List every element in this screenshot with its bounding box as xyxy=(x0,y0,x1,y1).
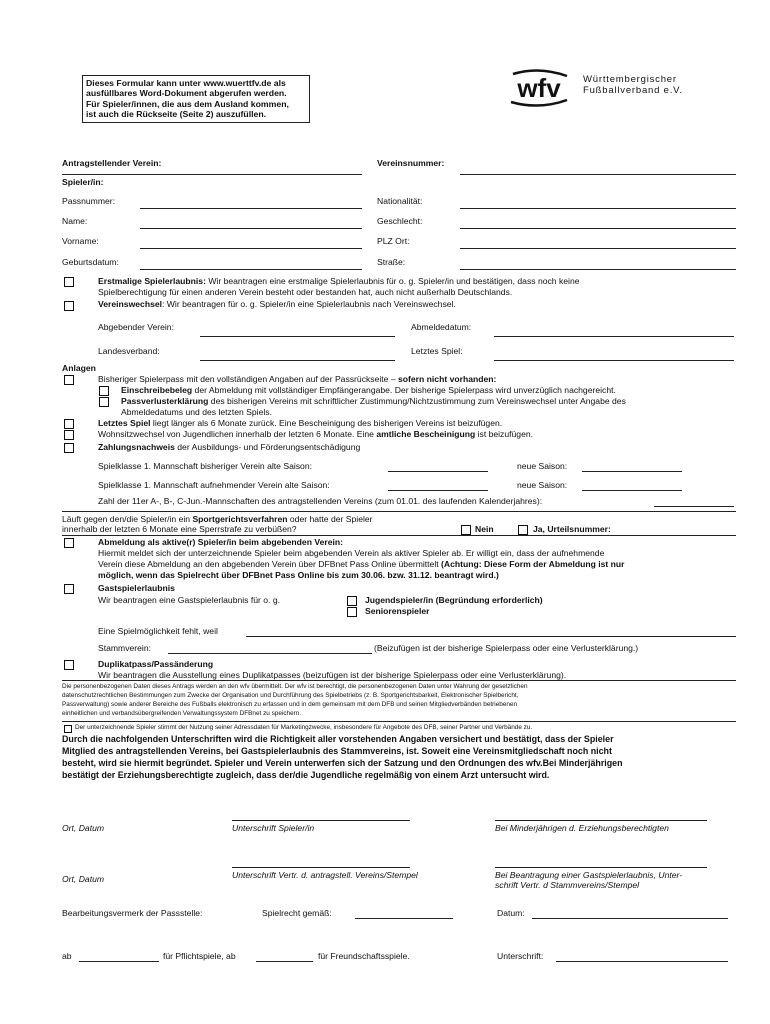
geburtsdatum-label: Geburtsdatum: xyxy=(62,257,119,267)
strasse-label: Straße: xyxy=(377,257,406,267)
sportgericht-line-2: innerhalb der letzten 6 Monate eine Sperrstrafe zu verbüßen? xyxy=(62,524,297,534)
unterschrift-passstelle-field[interactable] xyxy=(556,961,728,962)
abmeldung-text-1: Hiermit meldet sich der unterzeichnende Spieler beim abgebenden Verein als aktiver Spieler ab. Er willigt ein, dass der aufnehmende xyxy=(98,548,605,558)
notice-line-3: Für Spieler/innen, die aus dem Ausland kommen, xyxy=(86,98,289,109)
letztes-spiel-label: Letztes Spiel: xyxy=(411,346,463,356)
spielmoeglichkeit-field[interactable] xyxy=(246,636,736,637)
zahlungsnachweis-title: Zahlungsnachweis xyxy=(98,442,175,452)
ja-checkbox[interactable] xyxy=(518,525,528,535)
ja-label: Ja, Urteilsnummer: xyxy=(533,524,611,534)
datenschutz-line-2: datenschutzrechtlichen Bestimmungen zum Zwecke der Organisation und Durchführung des Spielbetriebs (z. B. Sportgerichtsbarkeit, Elektronischer Spielbericht, xyxy=(62,692,519,699)
nationalitaet-label: Nationalität: xyxy=(377,196,423,206)
section-divider-4 xyxy=(62,721,736,722)
einschreibebeleg-checkbox[interactable] xyxy=(99,386,109,396)
bisheriger-pass-line xyxy=(98,374,496,384)
abgebender-verein-field[interactable] xyxy=(200,336,395,337)
unterschrift-passstelle-label: Unterschrift: xyxy=(497,951,544,961)
gast-unterschrift-label-1: Bei Beantragung einer Gastspielerlaubnis, Unter- xyxy=(495,870,683,880)
einschreibebeleg-line xyxy=(121,385,616,395)
letztes-spiel-field[interactable] xyxy=(494,360,734,361)
erstmalige-checkbox[interactable] xyxy=(64,277,74,287)
duplikatpass-text: Wir beantragen die Ausstellung eines Duplikatpasses (beizufügen ist der bisherige Spielerpass oder eine Verlusterklärung). xyxy=(98,670,567,680)
declaration-line-4: bestätigt der Erziehungsberechtigte zugleich, dass der/die Jugendliche regelmäßig von einem Arzt untersucht wird. xyxy=(62,770,550,780)
neue-saison-2-label: neue Saison: xyxy=(517,480,568,490)
spielklasse-bisheriger-field[interactable] xyxy=(388,471,488,472)
geschlecht-field[interactable] xyxy=(460,228,736,229)
vereinswechsel-checkbox[interactable] xyxy=(64,301,74,311)
wfv-logo xyxy=(505,68,573,110)
neue-saison-1-label: neue Saison: xyxy=(517,461,568,471)
vereinswechsel-text: : Wir beantragen für o. g. Spieler/in eine Spielerlaubnis nach Vereinswechsel. xyxy=(162,299,456,309)
erstmalige-line-1 xyxy=(98,276,580,286)
vereinswechsel-title: Vereinswechsel xyxy=(98,299,163,309)
vorname-label: Vorname: xyxy=(62,236,99,246)
seniorenspieler-checkbox[interactable] xyxy=(347,607,357,617)
erstmalige-text-1: Wir beantragen eine erstmalige Spielerlaubnis für o. g. Spieler/in und bestätigen, dass noch keine xyxy=(205,276,580,286)
nationalitaet-field[interactable] xyxy=(460,208,736,209)
datenschutz-line-1: Die personenbezogenen Daten dieses Antrags werden an den wfv übermittelt. Der wfv ist berechtigt, die personenbezogenen Daten unter Wahrung der gesetzlichen xyxy=(62,683,528,690)
antragstellender-verein-label: Antragstellender Verein: xyxy=(62,158,162,168)
datum-label: Datum: xyxy=(497,908,525,918)
abmeldedatum-label: Abmeldedatum: xyxy=(411,322,472,332)
jugendspieler-checkbox[interactable] xyxy=(347,596,357,606)
declaration-line-2: Mitglied des antragstellenden Vereins, bei Gastspielerlaubnis des Stammvereins, ist. Soweit eine Vereinsmitgliedschaft noch nicht xyxy=(62,746,612,756)
spielrecht-field[interactable] xyxy=(355,918,453,919)
sportgericht-text-2: oder hatte der Spieler xyxy=(287,514,373,524)
abgebender-verein-label: Abgebender Verein: xyxy=(98,322,174,332)
notice-line-1: Dieses Formular kann unter www.wuerttfv.de als xyxy=(86,78,286,88)
unterschrift-verein-label: Unterschrift Vertr. d. antragstell. Vereins/Stempel xyxy=(232,870,418,880)
notice-line-2: ausfüllbares Word-Dokument abgerufen werden. xyxy=(86,88,287,99)
datum-field[interactable] xyxy=(532,918,728,919)
sportgericht-text-1: Läuft gegen den/die Spieler/in ein xyxy=(62,514,193,524)
zahlungsnachweis-line xyxy=(98,442,360,452)
einschreibebeleg-title: Einschreibebeleg xyxy=(121,385,193,395)
ort-datum-2: Ort, Datum xyxy=(62,874,105,884)
stammverein-unterschrift-line[interactable] xyxy=(495,867,707,868)
notice-box xyxy=(82,75,310,123)
abmeldung-text-2: Verein diese Abmeldung an den abgebenden Verein über DFBnet Pass Online übermittelt xyxy=(98,559,442,569)
plz-ort-field[interactable] xyxy=(460,248,736,249)
zahlungsnachweis-text: der Ausbildungs- und Förderungsentschädigung xyxy=(174,442,361,452)
section-divider-2 xyxy=(62,535,736,536)
section-divider-3 xyxy=(62,680,736,681)
spielklasse-bisheriger-label: Spielklasse 1. Mannschaft bisheriger Verein alte Saison: xyxy=(98,461,313,471)
duplikatpass-checkbox[interactable] xyxy=(64,660,74,670)
letztes-spiel-title: Letztes Spiel xyxy=(98,418,151,428)
einschreibebeleg-text: der Abmeldung mit vollständiger Empfängerangabe. Der bisherige Spielerpass wird unverzüglich nachgereicht. xyxy=(192,385,616,395)
bisheriger-pass-checkbox[interactable] xyxy=(64,375,74,385)
freundschaftsspiele-label: für Freundschaftsspiele. xyxy=(318,951,410,961)
abmeldedatum-field[interactable] xyxy=(494,336,734,337)
passverlust-line xyxy=(121,396,626,406)
gastspiel-title: Gastspielerlaubnis xyxy=(98,583,175,593)
datenschutz-line-3: Passverwaltung) sowie anderer Bereiche des Fußballs elektronisch zu erfassen und in dem gemeinsam mit dem DFB und seinen Mitgliedverbänden betriebenen xyxy=(62,701,518,708)
strasse-field[interactable] xyxy=(460,269,736,270)
wfv-logo-mark xyxy=(505,68,573,108)
pflichtspiele-field[interactable] xyxy=(79,961,159,962)
duplikatpass-title: Duplikatpass/Passänderung xyxy=(98,659,214,669)
antragstellender-verein-field[interactable] xyxy=(62,174,362,175)
plz-ort-label: PLZ Ort: xyxy=(377,236,410,246)
letztes-spiel-checkbox[interactable] xyxy=(64,419,74,429)
wohnsitz-line xyxy=(98,429,533,439)
nein-checkbox[interactable] xyxy=(461,525,471,535)
passverlust-text: des bisherigen Vereins mit schriftlicher Zustimmung/Nichtzustimmung zum Vereinswechsel unter Angabe des xyxy=(208,396,626,406)
abmeldung-line-2 xyxy=(98,559,625,569)
sportgericht-bold: Sportgerichtsverfahren xyxy=(192,514,288,524)
logo-name-2: Fußballverband e.V. xyxy=(583,85,683,96)
ab-label: ab xyxy=(62,951,72,961)
erstmalige-text-2: Spielberechtigung für einen anderen Verein besteht oder bestanden hat, auch nicht außerhalb Deutschlands. xyxy=(98,287,513,297)
letztes-spiel-line xyxy=(98,418,502,428)
gastspiel-checkbox[interactable] xyxy=(64,584,74,594)
abmeldung-text-3: möglich, wenn das Spielrecht über DFBnet Pass Online bis zum 30.06. bzw. 31.12. beantragt wird.) xyxy=(98,570,499,580)
section-divider-1 xyxy=(62,511,736,512)
passnummer-label: Passnummer: xyxy=(62,196,116,206)
abmeldung-checkbox[interactable] xyxy=(64,538,74,548)
geburtsdatum-field[interactable] xyxy=(140,269,362,270)
spielklasse-aufnehmender-label: Spielklasse 1. Mannschaft aufnehmender Verein alte Saison: xyxy=(98,480,330,490)
marketing-text: Der unterzeichnende Spieler stimmt der Nutzung seiner Adressdaten für Marketingzwecke, insbesondere für Angebote des DFB, seiner Partner und Verbände zu. xyxy=(75,724,533,731)
unterschrift-verein-line[interactable] xyxy=(232,867,410,868)
stammverein-field[interactable] xyxy=(168,653,372,654)
stammverein-hinweis: (Beizufügen ist der bisherige Spielerpass oder eine Verlusterklärung.) xyxy=(374,643,639,653)
sportgericht-line-1 xyxy=(62,514,373,524)
declaration-line-1: Durch die nachfolgenden Unterschriften wird die Richtigkeit aller vorstehenden Angaben versichert und bestätigt, dass der Spieler xyxy=(62,734,614,744)
spielrecht-label: Spielrecht gemäß: xyxy=(262,908,332,918)
passverlust-text-2: Abmeldedatums und des letzten Spiels. xyxy=(121,407,272,417)
passverlust-checkbox[interactable] xyxy=(99,397,109,407)
passverlust-title: Passverlusterklärung xyxy=(121,396,209,406)
bisheriger-pass-text: Bisheriger Spielerpass mit den vollständigen Angaben auf der Passrückseite – xyxy=(98,374,399,384)
nein-label: Nein xyxy=(475,524,494,534)
erziehungsberechtigte-label: Bei Minderjährigen d. Erziehungsberechtigten xyxy=(495,823,669,833)
erziehungsberechtigte-line[interactable] xyxy=(495,820,707,821)
name-field[interactable] xyxy=(140,228,362,229)
spielmoeglichkeit-label: Eine Spielmöglichkeit fehlt, weil xyxy=(98,626,218,636)
datenschutz-line-4: einheitlichen und verbandsübergreifenden Verwaltungssystem DFBnet zu speichern. xyxy=(62,710,302,717)
freundschaftsspiele-field[interactable] xyxy=(256,961,313,962)
vorname-field[interactable] xyxy=(140,248,362,249)
spielklasse-aufnehmender-field[interactable] xyxy=(388,490,488,491)
zahlungsnachweis-checkbox[interactable] xyxy=(64,443,74,453)
passnummer-field[interactable] xyxy=(140,208,362,209)
wfv-logo-text: wfv xyxy=(517,73,561,103)
erstmalige-title: Erstmalige Spielerlaubnis: xyxy=(98,276,206,286)
seniorenspieler-label: Seniorenspieler xyxy=(365,606,430,616)
jugendspieler-label: Jugendspieler/in (Begründung erforderlich) xyxy=(365,595,543,605)
geschlecht-label: Geschlecht: xyxy=(377,216,423,226)
notice-line-4: ist auch die Rückseite (Seite 2) auszufüllen. xyxy=(86,108,267,119)
spieler-label: Spieler/in: xyxy=(62,177,104,187)
bisheriger-pass-bold: sofern nicht vorhanden: xyxy=(398,374,497,384)
abmeldung-bold-2: (Achtung: Diese Form der Abmeldung ist nur xyxy=(441,559,625,569)
wohnsitz-text-end: ist beizufügen. xyxy=(475,429,534,439)
gast-unterschrift-label-2: schrift Vertr. d Stammvereins/Stempel xyxy=(495,880,640,890)
pflichtspiele-label: für Pflichtspiele, ab xyxy=(163,951,236,961)
landesverband-label: Landesverband: xyxy=(98,346,160,356)
declaration-line-3: besteht, wird sie hiermit begründet. Spieler und Verein unterwerfen sich der Satzung und den Ordnungen des wfv.Bei Minderjährigen xyxy=(62,758,623,768)
ort-datum-1: Ort, Datum xyxy=(62,823,105,833)
neue-saison-1-field[interactable] xyxy=(582,471,682,472)
stammverein-label: Stammverein: xyxy=(98,643,152,653)
unterschrift-spieler-label: Unterschrift Spieler/in xyxy=(232,823,315,833)
logo-name-1: Württembergischer xyxy=(583,74,677,85)
wohnsitz-bold: amtliche Bescheinigung xyxy=(376,429,476,439)
landesverband-field[interactable] xyxy=(200,360,395,361)
marketing-checkbox[interactable] xyxy=(64,725,72,733)
zahl-11er-field[interactable] xyxy=(654,506,734,507)
letztes-spiel-text: liegt länger als 6 Monate zurück. Eine Bescheinigung des bisherigen Vereins ist beizufügen. xyxy=(150,418,503,428)
wohnsitz-text: Wohnsitzwechsel von Jugendlichen innerhalb der letzten 6 Monate. Eine xyxy=(98,429,377,439)
abmeldung-title: Abmeldung als aktive(r) Spieler/in beim abgebenden Verein: xyxy=(98,537,343,547)
name-label: Name: xyxy=(62,216,88,226)
anlagen-title: Anlagen xyxy=(62,363,96,373)
neue-saison-2-field[interactable] xyxy=(582,490,682,491)
bearbeitungsvermerk-label: Bearbeitungsvermerk der Passstelle: xyxy=(62,908,203,918)
unterschrift-spieler-line[interactable] xyxy=(232,820,410,821)
vereinsnummer-label: Vereinsnummer: xyxy=(377,158,445,168)
wohnsitz-checkbox[interactable] xyxy=(64,430,74,440)
gastspiel-text: Wir beantragen eine Gastspielerlaubnis für o. g. xyxy=(98,595,281,605)
zahl-11er-label: Zahl der 11er A-, B-, C-Jun.-Mannschaften des antragstellenden Vereins (zum 01.01. des laufenden Kalenderjahres): xyxy=(98,496,543,506)
vereinswechsel-line xyxy=(98,299,456,309)
vereinsnummer-field[interactable] xyxy=(460,174,736,175)
